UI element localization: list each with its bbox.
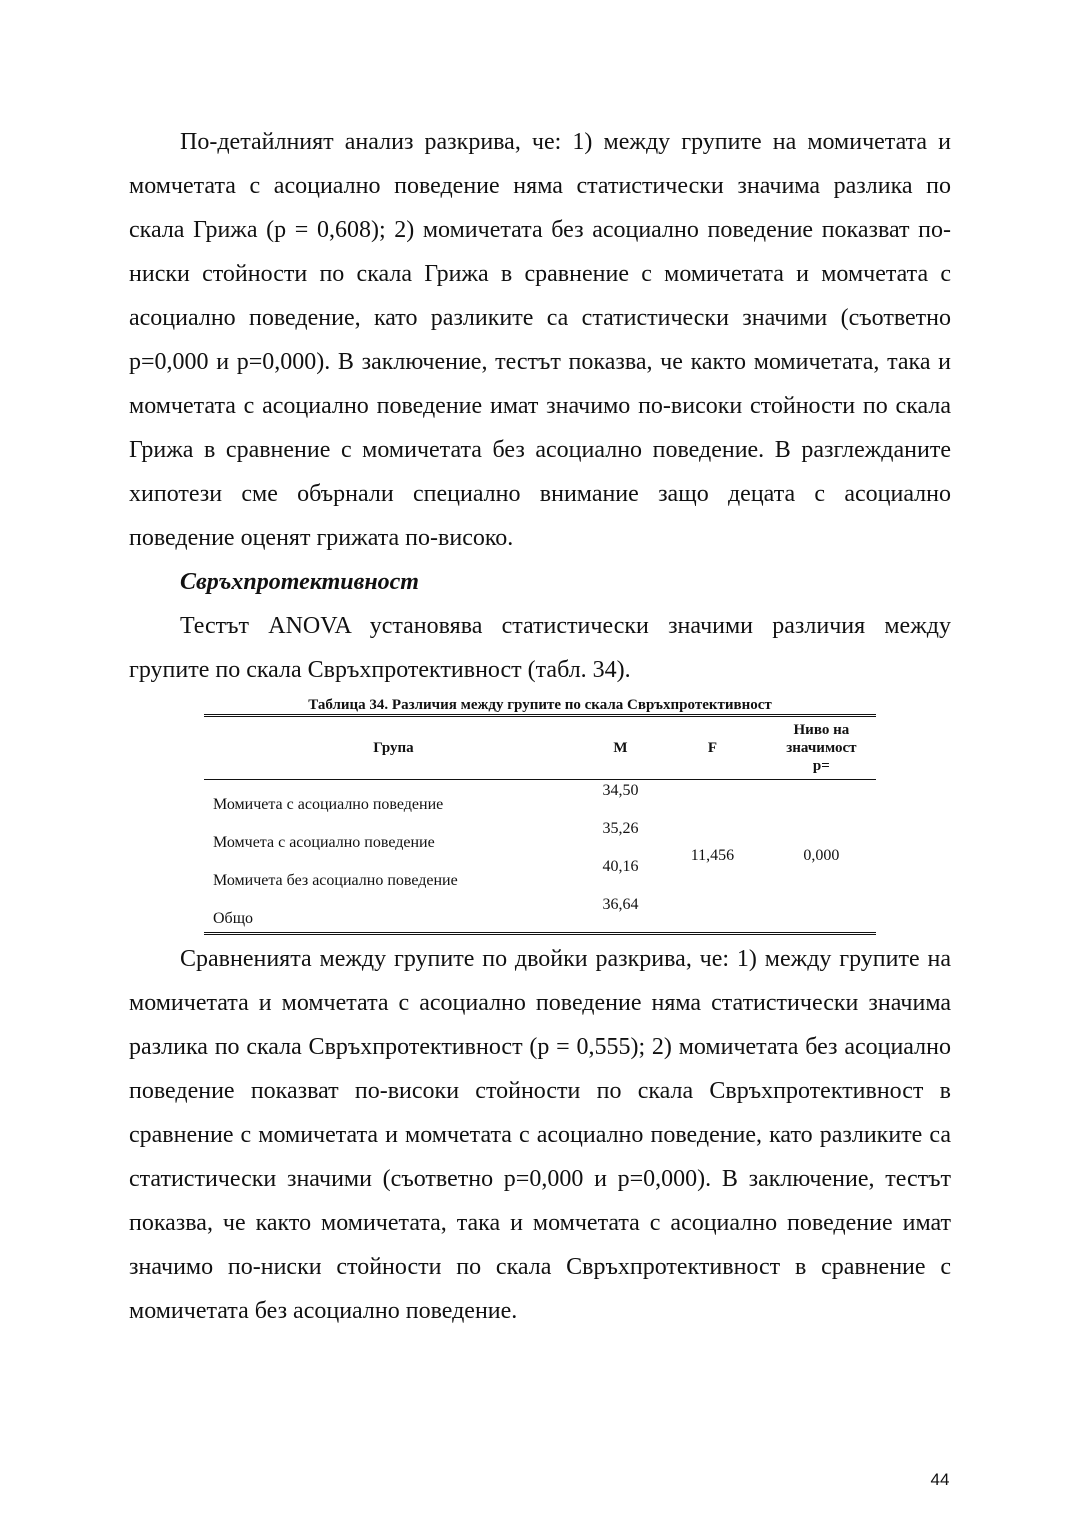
p-value: 0,000 [803, 847, 840, 864]
row-group: Момичета с асоциално поведение [213, 796, 444, 813]
header-p-line3: p= [812, 758, 830, 774]
header-p-line1: Ниво на [793, 722, 850, 738]
header-p-line2: значимост [786, 740, 857, 756]
paragraph-anova-intro: Тестът ANOVA установява статистически значими различия между групите по скала Свръхпротективност (табл. 34). [129, 613, 951, 683]
results-table [204, 714, 876, 935]
section-heading: Свръхпротективност [180, 569, 419, 595]
row-m: 40,16 [602, 858, 639, 875]
row-group: Момичета без асоциално поведение [213, 872, 458, 889]
header-significance [767, 716, 876, 780]
table-row [204, 780, 876, 819]
page-content [129, 120, 951, 1333]
table-header-row [204, 716, 876, 780]
table-caption: Таблица 34. Различия между групите по скала Свръхпротективност [308, 697, 772, 713]
row-m: 35,26 [602, 820, 639, 837]
header-group: Група [204, 716, 583, 780]
paragraph-pairwise-comparison: Сравненията между групите по двойки разкрива, че: 1) между групите на момичетата и момчетата с асоциално поведение няма статистически значима разлика по скала Свръхпротективност (р = 0,555); 2) момичетата без асоциално поведение показват по-високи стойности по скала Свръхпротективност в сравнение с момичетата и момчетата с асоциално поведение, като разликите са статистически значими (съответно р=0,000 и р=0,000). В заключение, тестът показва, че както момичетата, така и момчетата с асоциално поведение имат значимо по-ниски стойности по скала Свръхпротективност в сравнение с момичетата без асоциално поведение. [129, 946, 951, 1324]
row-m: 36,64 [602, 896, 639, 913]
row-m: 34,50 [602, 782, 639, 799]
header-m: M [583, 716, 658, 780]
header-f: F [658, 716, 767, 780]
f-value: 11,456 [690, 847, 735, 864]
table-34 [204, 696, 876, 935]
page-number: 44 [930, 1470, 950, 1489]
row-group: Момчета с асоциално поведение [213, 834, 435, 851]
row-group: Общо [213, 910, 254, 927]
paragraph-analysis-care: По-детайлният анализ разкрива, че: 1) между групите на момичетата и момчетата с асоциално поведение няма статистически значима разлика по скала Грижа (р = 0,608); 2) момичетата без асоциално поведение показват по-ниски стойности по скала Грижа в сравнение с момичетата и момчетата с асоциално поведение, като разликите са статистически значими (съответно р=0,000 и р=0,000). В заключение, тестът показва, че както момичетата, така и момчетата с асоциално поведение имат значимо по-високи стойности по скала Грижа в сравнение с момичетата без асоциално поведение. В разглежданите хипотези сме обърнали специално внимание защо децата с асоциално поведение оценят грижата по-високо. [129, 129, 951, 551]
